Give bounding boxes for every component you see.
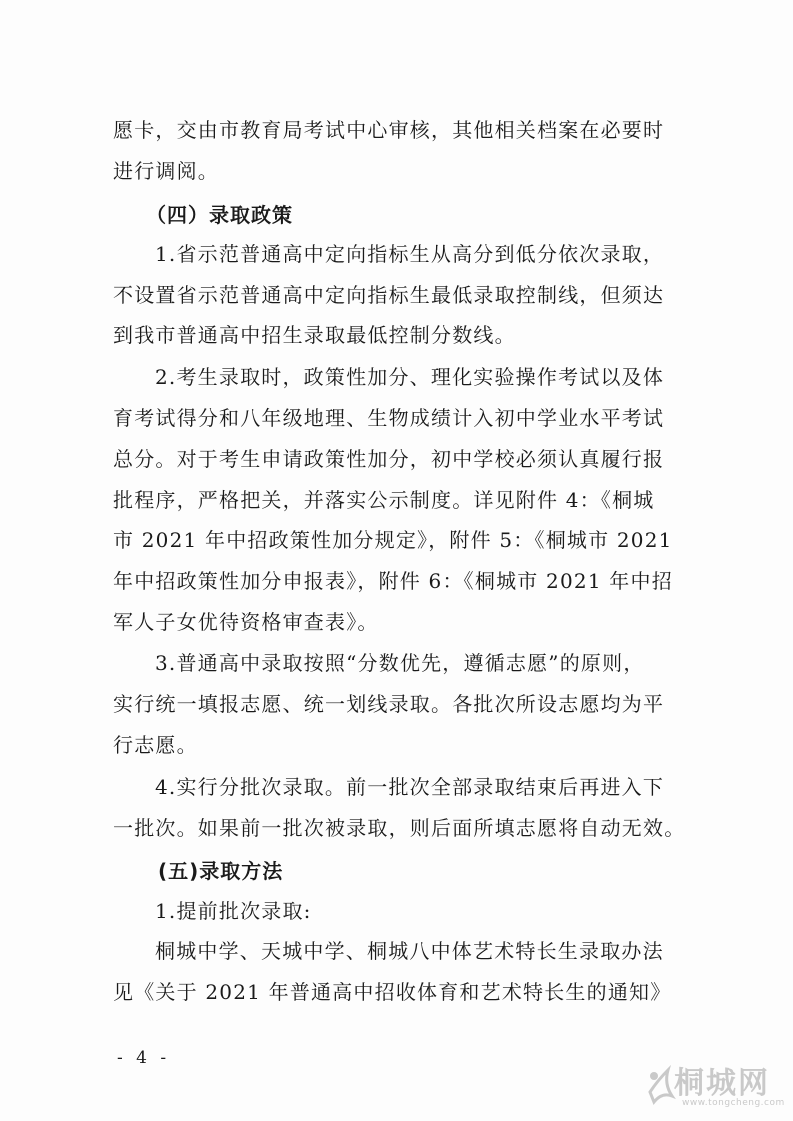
- body-text-line: 3.普通高中录取按照“分数优先，遵循志愿”的原则，: [155, 651, 645, 675]
- body-text-line: 市 2021 年中招政策性加分规定》，附件 5：《桐城市 2021: [113, 528, 673, 552]
- body-text-line: 愿卡，交由市教育局考试中心审核，其他相关档案在必要时: [113, 118, 665, 142]
- body-text-line: 实行统一填报志愿、统一划线录取。各批次所设志愿均为平: [113, 692, 665, 716]
- body-text-line: 育考试得分和八年级地理、生物成绩计入初中学业水平考试: [113, 406, 665, 430]
- watermark-url: www.tongcheng.com: [682, 1098, 785, 1108]
- body-text-line: 2.考生录取时，政策性加分、理化实验操作考试以及体: [155, 365, 665, 389]
- body-text-line: 桐城中学、天城中学、桐城八中体艺术特长生录取办法: [155, 939, 664, 963]
- section-heading-4: （四）录取政策: [146, 203, 293, 227]
- body-text-line: 军人子女优待资格审查表》。: [113, 610, 379, 634]
- watermark-logo-text: 桐城网: [674, 1066, 770, 1101]
- body-text-line: 不设置省示范普通高中定向指标生最低录取控制线，但须达: [113, 283, 665, 307]
- body-text-line: 批程序，严格把关，并落实公示制度。详见附件 4：《桐城: [113, 488, 655, 512]
- page-number: - 4 -: [117, 1048, 171, 1068]
- watermark: [646, 1058, 786, 1114]
- body-text-line: 4.实行分批次录取。前一批次全部录取结束后再进入下: [155, 775, 665, 799]
- watermark-logo-icon: [646, 1062, 676, 1106]
- body-text-line: 总分。对于考生申请政策性加分，初中学校必须认真履行报: [113, 447, 665, 471]
- body-text-line: 行志愿。: [113, 733, 198, 757]
- body-text-line: 到我市普通高中招生录取最低控制分数线。: [113, 323, 516, 347]
- body-text-line: 进行调阅。: [113, 159, 219, 183]
- section-heading-5: (五)录取方法: [158, 859, 284, 883]
- body-text-line: 一批次。如果前一批次被录取，则后面所填志愿将自动无效。: [113, 816, 686, 840]
- body-text-line: 1.提前批次录取:: [155, 899, 312, 923]
- body-text-line: 见《关于 2021 年普通高中招收体育和艺术特长生的通知》: [113, 980, 672, 1004]
- body-text-line: 1.省示范普通高中定向指标生从高分到低分依次录取，: [155, 242, 665, 266]
- body-text-line: 年中招政策性加分申报表》，附件 6：《桐城市 2021 年中招: [113, 569, 673, 593]
